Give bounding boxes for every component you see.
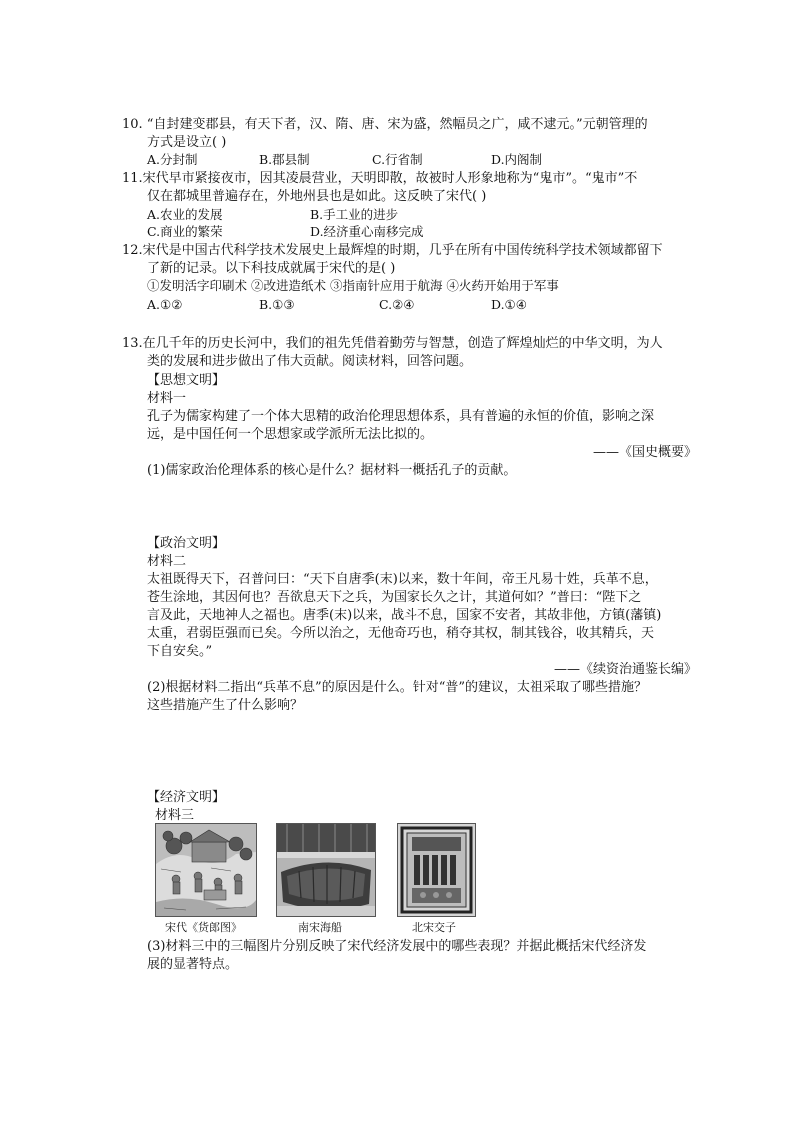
q11-option-b: B.手工业的进步 — [310, 207, 399, 222]
q11-option-c: C.商业的繁荣 — [147, 224, 223, 239]
material-3-label: 材料三 — [155, 808, 195, 823]
q12-option-a: A.①② — [147, 297, 183, 312]
material-1-source: ——《国史概要》 — [592, 445, 697, 460]
q11-stem-line2: 仅在都城里普遍存在，外地州县也是如此。这反映了宋代( ) — [147, 189, 487, 204]
question-13-2-line1: (2)根据材料二指出“兵革不息”的原因是什么。针对“普”的建议，太祖采取了哪些措施？ — [147, 680, 647, 695]
q10-option-b: B.郡县制 — [259, 152, 310, 167]
q12-items: ①发明活字印刷术 ②改进造纸术 ③指南针应用于航海 ④火药开始用于军事 — [147, 278, 559, 293]
question-13-3-line2: 展的显著特点。 — [147, 957, 239, 972]
question-13-2-line2: 这些措施产生了什么影响？ — [147, 698, 304, 713]
ship-photo-image — [276, 823, 376, 917]
material-2-text-line3: 言及此，天地神人之福也。唐季(末)以来，战斗不息，国家不安者，其故非他，方镇(藩镇) — [147, 608, 662, 623]
q11-option-a: A.农业的发展 — [147, 207, 223, 222]
caption-ship: 南宋海船 — [298, 921, 342, 934]
caption-peddler-painting: 宋代《货郎图》 — [165, 921, 242, 934]
peddler-painting-image — [155, 823, 257, 917]
question-13-1: (1)儒家政治伦理体系的核心是什么？据材料一概括孔子的贡献。 — [147, 463, 517, 478]
material-2-text-line2: 苍生涂地，其因何也？吾欲息天下之兵，为国家长久之计，其道何如？”普曰：“陛下之 — [147, 590, 642, 605]
material-2-text-line4: 太重，君弱臣强而已矣。今所以治之，无他奇巧也，稍夺其权，制其钱谷，收其精兵，天 — [147, 626, 655, 641]
q10-option-d: D.内阁制 — [491, 152, 543, 167]
material-1-label: 材料一 — [147, 391, 187, 406]
material-2-label: 材料二 — [147, 554, 187, 569]
q12-option-b: B.①③ — [259, 297, 295, 312]
q12-stem-line1: 12.宋代是中国古代科学技术发展史上最辉煌的时期，几乎在所有中国传统科学技术领域都留下 — [122, 243, 663, 258]
q12-option-d: D.①④ — [491, 297, 527, 312]
q10-option-c: C.行省制 — [372, 152, 423, 167]
material-1-text-line2: 远，是中国任何一个思想家或学派所无法比拟的。 — [147, 427, 434, 442]
q11-option-d: D.经济重心南移完成 — [310, 224, 424, 239]
question-13-3-line1: (3)材料三中的三幅图片分别反映了宋代经济发展中的哪些表现？并据此概括宋代经济发 — [147, 939, 647, 954]
q12-stem-line2: 了新的记录。以下科技成就属于宋代的是( ) — [147, 261, 396, 276]
q10-option-a: A.分封制 — [147, 152, 198, 167]
material-1-text-line1: 孔子为儒家构建了一个体大思精的政治伦理思想体系，具有普遍的永恒的价值，影响之深 — [147, 409, 655, 424]
section-heading-thought: 【思想文明】 — [147, 373, 226, 388]
material-2-text-line5: 下自安矣。” — [147, 644, 213, 659]
material-2-source: ——《续资治通鉴长编》 — [553, 662, 697, 677]
jiaozi-banknote-image — [397, 823, 476, 917]
section-heading-economy: 【经济文明】 — [147, 790, 226, 805]
q10-stem-line2: 方式是设立( ) — [147, 135, 227, 150]
material-2-text-line1: 太祖既得天下，召普问曰：“天下自唐季(末)以来，数十年间，帝王凡易十姓，兵革不息， — [147, 572, 658, 587]
section-heading-politics: 【政治文明】 — [147, 536, 226, 551]
q11-stem-line1: 11.宋代早市紧接夜市，因其凌晨营业，天明即散，故被时人形象地称为“鬼市”。“鬼市”不 — [122, 171, 638, 186]
q12-option-c: C.②④ — [379, 297, 415, 312]
q13-intro-line2: 类的发展和进步做出了伟大贡献。阅读材料，回答问题。 — [147, 354, 473, 369]
caption-jiaozi: 北宋交子 — [412, 921, 456, 934]
q13-intro-line1: 13.在几千年的历史长河中，我们的祖先凭借着勤劳与智慧，创造了辉煌灿烂的中华文明，为人 — [122, 336, 663, 351]
q10-stem-line1: 10. “自封建变郡县，有天下者，汉、隋、唐、宋为盛，然幅员之广，咸不逮元。”元朝管理的 — [122, 117, 648, 132]
